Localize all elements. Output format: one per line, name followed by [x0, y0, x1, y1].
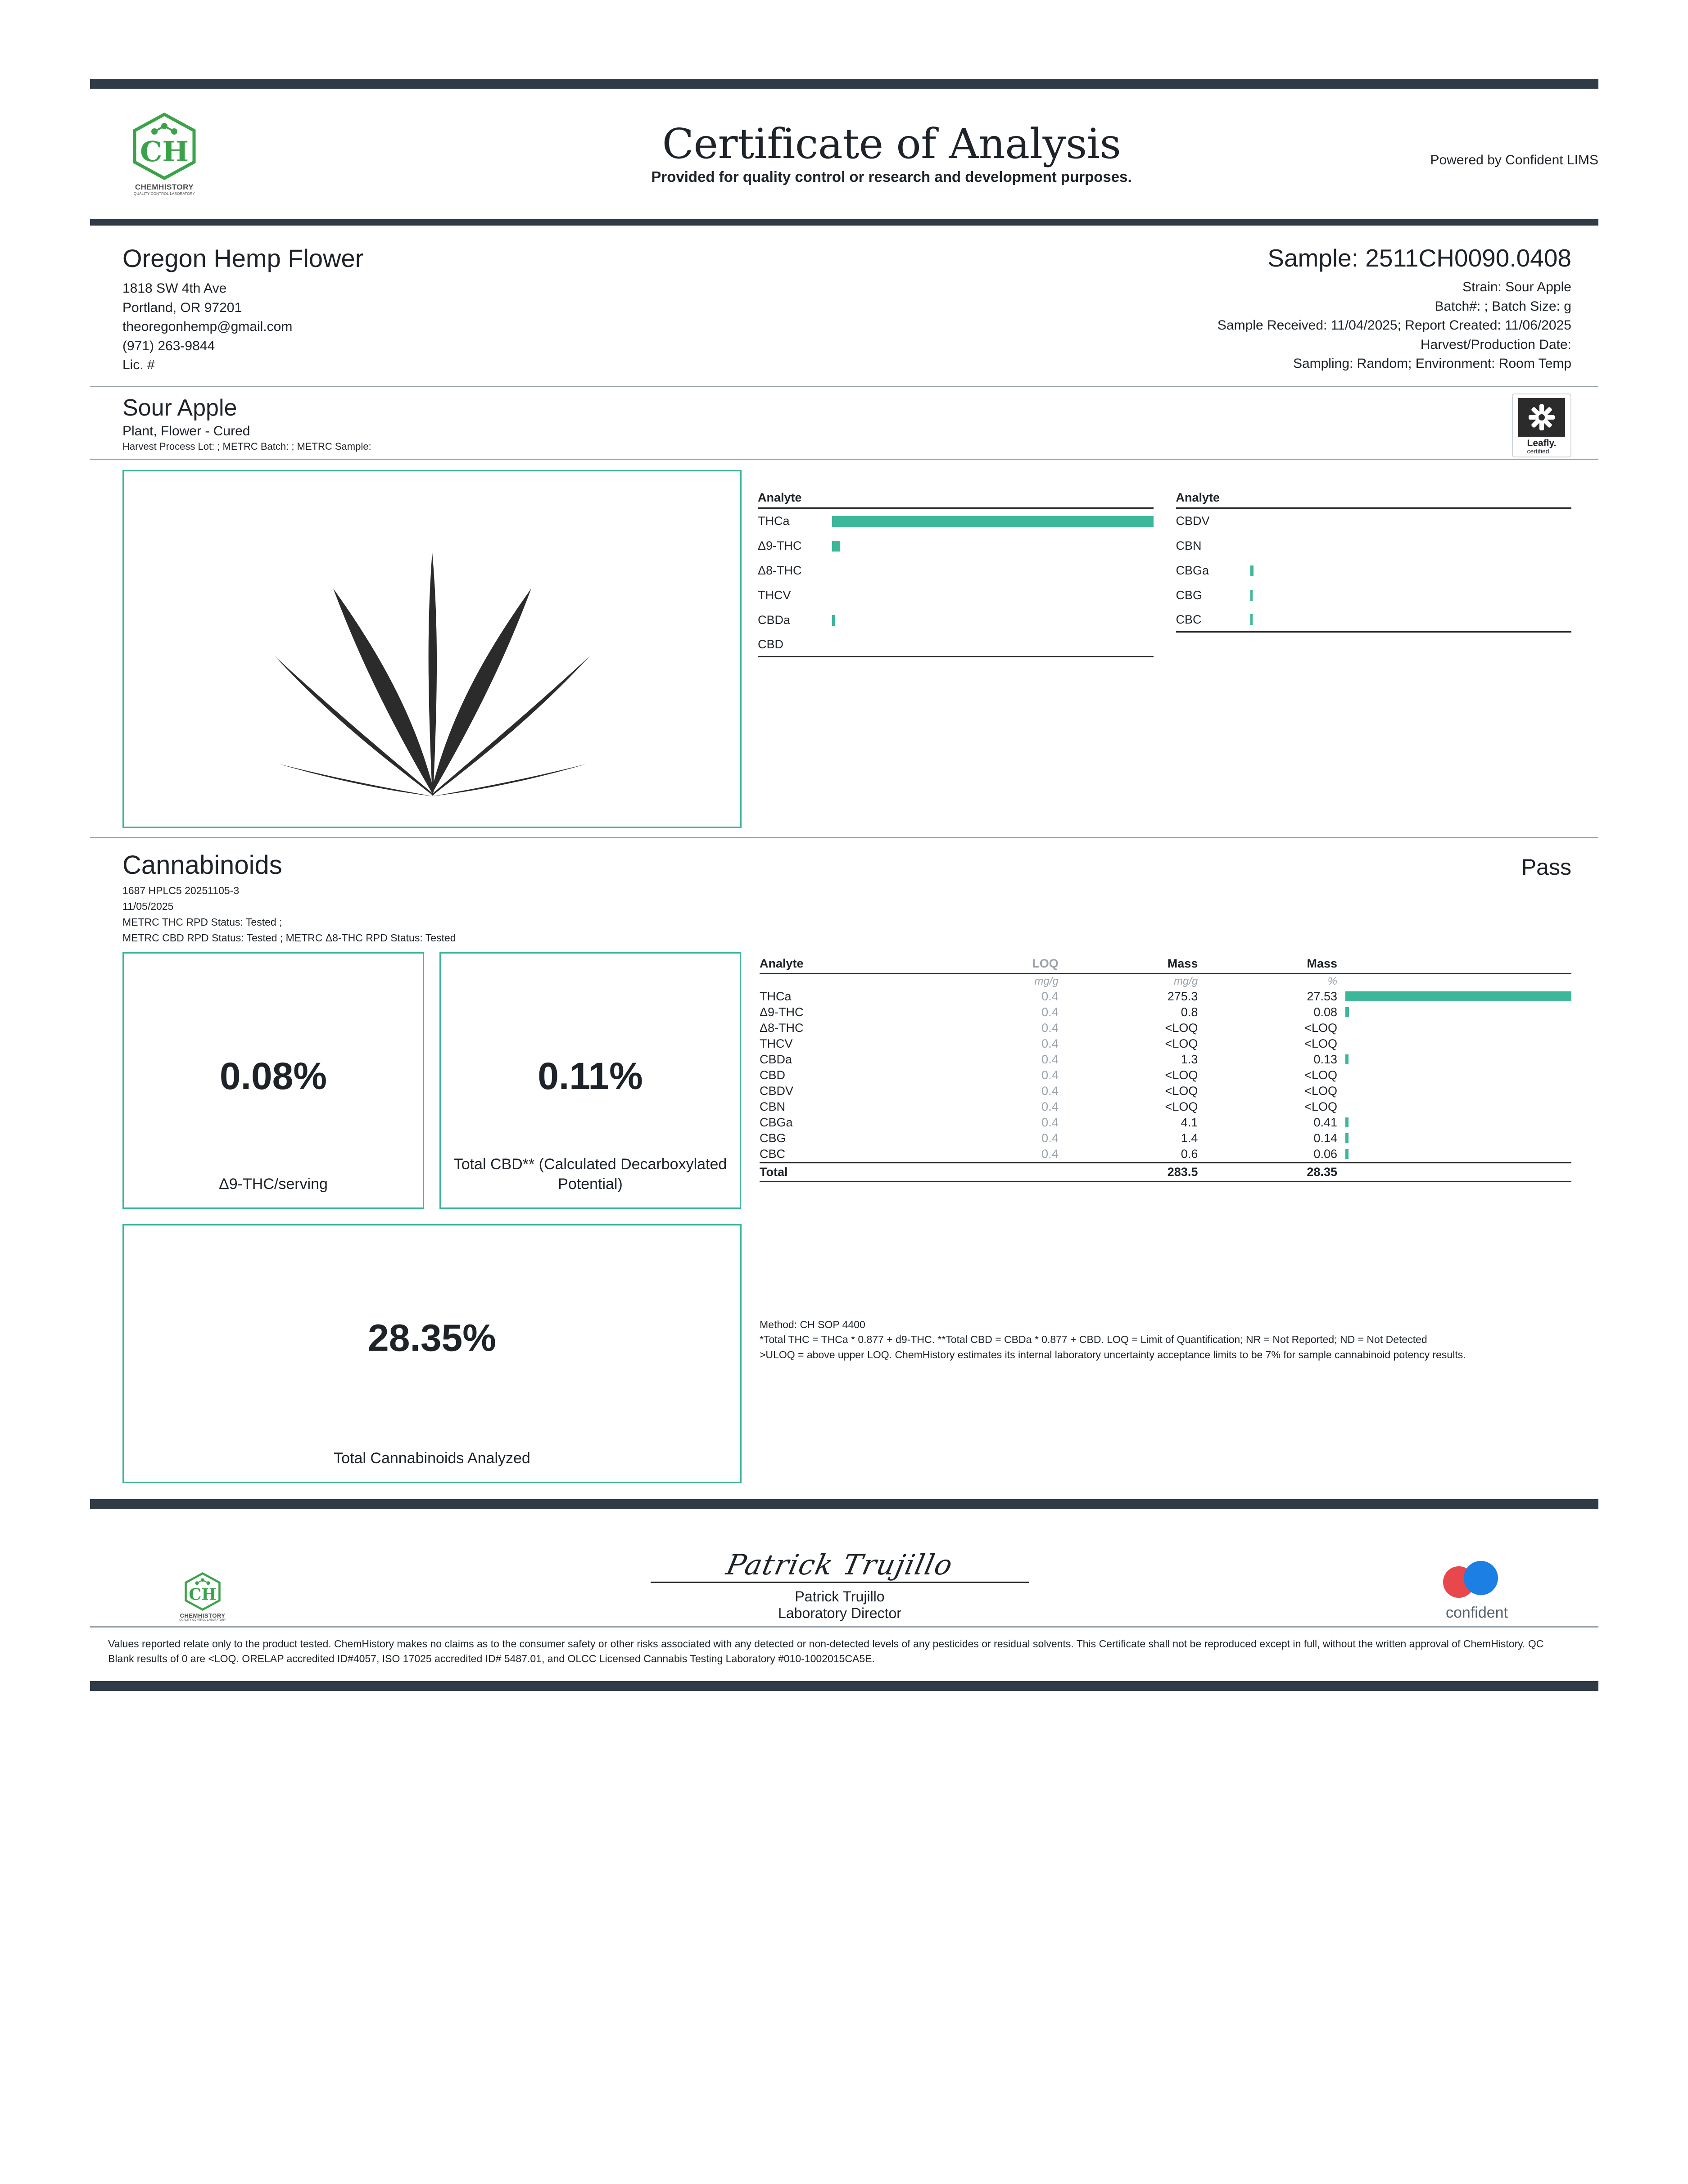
sample-dates: Sample Received: 11/04/2025; Report Created: 11/06/2025 [1217, 318, 1571, 333]
total-bar [1337, 1162, 1571, 1181]
total-loq [946, 1162, 1059, 1181]
mini-row [1176, 509, 1572, 534]
table-row [760, 1004, 1571, 1020]
mini-row [758, 633, 1154, 657]
sample-batch: Batch#: ; Batch Size: g [1435, 298, 1571, 314]
mini-rows-right [1176, 509, 1572, 633]
analyte-results-table-wrap [760, 952, 1571, 1483]
signer-name: Patrick Trujillo [795, 1588, 885, 1605]
cell-analyte: CBD [760, 1068, 786, 1082]
client-address-1: 1818 SW 4th Ave [122, 281, 227, 296]
row-bar [1345, 1133, 1349, 1143]
hexagon-logo-icon-footer [184, 1572, 222, 1611]
cell-analyte: CBC [760, 1147, 786, 1161]
cell-loq: 0.4 [1041, 1131, 1059, 1145]
header-divider [90, 219, 1598, 226]
cell-bar [1337, 1052, 1571, 1067]
mini-row [758, 608, 1154, 633]
cell-loq: 0.4 [1041, 989, 1059, 1003]
mini-row-bar [1250, 565, 1254, 576]
cell-mass-mgg: 4.1 [1181, 1115, 1198, 1129]
row-bar [1345, 1007, 1349, 1017]
table-row [760, 1052, 1571, 1067]
total-cbd-label: Total CBD** (Calculated Decarboxylated Potential) [453, 1155, 727, 1193]
cannabis-leaf-icon [198, 498, 666, 814]
svg-text:CH: CH [189, 1585, 217, 1604]
cell-bar [1337, 1115, 1571, 1130]
cell-loq: 0.4 [1041, 1068, 1059, 1082]
cell-bar [1337, 1020, 1571, 1036]
mini-row-label: THCV [758, 588, 791, 602]
table-header-row [760, 957, 1571, 974]
cannabinoids-meta [90, 880, 1598, 946]
cell-mass-pct: 27.53 [1307, 989, 1337, 1003]
analyte-results-table [760, 957, 1571, 1182]
total-cbd-value: 0.11% [538, 1054, 643, 1097]
col-mass-mgg: Mass [1059, 957, 1198, 974]
cell-loq: 0.4 [1041, 1005, 1059, 1019]
cell-analyte: THCa [760, 989, 792, 1003]
mini-header-label-right: Analyte [1176, 491, 1220, 505]
mini-row-label: CBDa [758, 613, 791, 627]
cell-mass-pct: <LOQ [1304, 1068, 1337, 1082]
mini-row-label: CBD [758, 637, 784, 651]
mini-row-bar-cell [832, 541, 1154, 552]
cell-loq: 0.4 [1041, 1099, 1059, 1113]
client-email: theoregonhemp@gmail.com [122, 319, 293, 335]
sample-photo [122, 470, 742, 828]
cell-analyte: Δ9-THC [760, 1005, 804, 1019]
table-units-row [760, 973, 1571, 989]
table-row [760, 989, 1571, 1004]
leafly-line-1: Leafly. [1527, 438, 1557, 448]
mini-row-label: THCa [758, 514, 790, 528]
cell-analyte: CBDV [760, 1084, 794, 1098]
page-subtitle: Provided for quality control or research and development purposes. [651, 168, 1132, 185]
mini-row-label: CBDV [1176, 514, 1210, 528]
cell-loq: 0.4 [1041, 1036, 1059, 1050]
mini-row [758, 509, 1154, 534]
cell-loq: 0.4 [1041, 1147, 1059, 1161]
chemhistory-logo [90, 113, 239, 196]
leafly-icon [1518, 398, 1565, 437]
cell-bar [1337, 1036, 1571, 1052]
method-line-3: >ULOQ = above upper LOQ. ChemHistory estimates its internal laboratory uncertainty acceptance limits to be 7% for sample cannabinoid potency results. [760, 1348, 1466, 1361]
client-info [90, 244, 874, 375]
cell-loq: 0.4 [1041, 1052, 1059, 1066]
confident-dots-icon [1443, 1558, 1511, 1601]
mini-row-bar-cell [832, 615, 1154, 626]
method-notes [760, 1317, 1571, 1362]
cell-mass-pct: 0.08 [1313, 1005, 1337, 1019]
thc-serving-label: Δ9-THC/serving [219, 1175, 328, 1193]
logo-name: CHEMHISTORY [135, 182, 194, 191]
document-header [90, 89, 1598, 219]
cell-bar [1337, 1004, 1571, 1020]
svg-text:CH: CH [140, 135, 189, 168]
mini-row-bar-cell [1250, 590, 1572, 601]
status-badge: Pass [1521, 855, 1571, 880]
cell-mass-mgg: 1.4 [1181, 1131, 1198, 1145]
cell-analyte: CBDa [760, 1052, 792, 1066]
table-row [760, 1146, 1571, 1163]
table-row [760, 1067, 1571, 1083]
strain-type: Plant, Flower - Cured [122, 424, 250, 439]
row-bar [1345, 1054, 1349, 1064]
strain-band [90, 387, 1598, 459]
cell-mass-pct: 0.41 [1313, 1115, 1337, 1129]
client-phone: (971) 263-9844 [122, 338, 215, 353]
mini-row [758, 534, 1154, 558]
cell-mass-pct: 0.14 [1313, 1131, 1337, 1145]
cell-loq: 0.4 [1041, 1115, 1059, 1129]
strain-lot: Harvest Process Lot: ; METRC Batch: ; METRC Sample: [122, 441, 371, 452]
mini-row-bar-cell [832, 565, 1154, 576]
logo-wordmark [134, 183, 195, 196]
sample-sampling: Sampling: Random; Environment: Room Temp [1293, 356, 1571, 371]
row-bar [1345, 1117, 1349, 1127]
cell-mass-mgg: <LOQ [1165, 1084, 1198, 1098]
cannabinoids-header [90, 838, 1598, 880]
mini-row-label: Δ9-THC [758, 539, 802, 553]
footer-logo-wordmark [179, 1612, 226, 1622]
table-row [760, 1115, 1571, 1130]
analyte-summary-right [1176, 491, 1572, 828]
logo-tagline: QUALITY CONTROL LABORATORY [133, 191, 195, 196]
meta-line-1: 1687 HPLC5 20251105-3 [122, 885, 240, 897]
mini-row-bar-cell [832, 590, 1154, 601]
results-row [90, 946, 1598, 1488]
mini-row [758, 583, 1154, 608]
table-total-row [760, 1162, 1571, 1181]
mini-row-label: CBC [1176, 612, 1202, 626]
client-sample-block [90, 226, 1598, 386]
summary-boxes [122, 952, 742, 1483]
unit-mass-pct: % [1327, 975, 1337, 987]
bottom-divider [90, 1681, 1598, 1691]
mini-row-label: CBG [1176, 588, 1203, 602]
client-address-2: Portland, OR 97201 [122, 300, 242, 315]
total-label: Total [760, 1162, 946, 1181]
signature-block [90, 1509, 1598, 1626]
cell-bar [1337, 1146, 1571, 1163]
cannabinoids-title: Cannabinoids [122, 850, 282, 880]
mini-row-bar-cell [1250, 614, 1572, 625]
mini-rows-left [758, 509, 1154, 657]
signature-image: Patrick Trujillo [723, 1548, 956, 1581]
mini-row-bar-cell [1250, 565, 1572, 576]
table-row [760, 1036, 1571, 1052]
cell-analyte: CBN [760, 1099, 786, 1113]
signature-center [297, 1548, 1382, 1622]
mini-row-bar-cell [1250, 516, 1572, 527]
row-bar [1345, 991, 1571, 1001]
signer-role: Laboratory Director [778, 1605, 901, 1621]
cell-mass-pct: <LOQ [1304, 1021, 1337, 1035]
client-name: Oregon Hemp Flower [122, 244, 364, 272]
cell-bar [1337, 1083, 1571, 1099]
mini-row [758, 558, 1154, 583]
meta-line-2: 11/05/2025 [122, 900, 174, 913]
client-license: Lic. # [122, 357, 155, 373]
analyte-summary-left [758, 491, 1154, 828]
sample-harvest-date: Harvest/Production Date: [1420, 337, 1571, 352]
table-row [760, 1130, 1571, 1146]
coa-sheet [90, 79, 1598, 1691]
powered-by-label: Powered by Confident LIMS [1430, 153, 1598, 167]
mini-row [1176, 534, 1572, 558]
total-mass-pct: 28.35 [1198, 1162, 1337, 1181]
mini-row-bar [832, 541, 840, 552]
mini-row-bar [1250, 614, 1253, 625]
meta-line-3: METRC THC RPD Status: Tested ; [122, 916, 282, 928]
mini-header-label-left: Analyte [758, 491, 802, 505]
cell-loq: 0.4 [1041, 1084, 1059, 1098]
cell-mass-pct: <LOQ [1304, 1099, 1337, 1113]
signature-line [651, 1582, 1029, 1583]
top-divider [90, 79, 1598, 89]
cell-analyte: THCV [760, 1036, 793, 1050]
cell-mass-mgg: 275.3 [1167, 989, 1198, 1003]
mini-table-header-right [1176, 491, 1572, 509]
cell-mass-pct: <LOQ [1304, 1036, 1337, 1050]
method-line-1: Method: CH SOP 4400 [760, 1318, 865, 1330]
total-cannabinoids-box [122, 1224, 742, 1483]
method-line-2: *Total THC = THCa * 0.877 + d9-THC. **Total CBD = CBDa * 0.877 + CBD. LOQ = Limit of Quantification; NR = Not Reported; ND = Not Detected [760, 1334, 1427, 1346]
cell-loq: 0.4 [1041, 1021, 1059, 1035]
cell-bar [1337, 1130, 1571, 1146]
sample-id: Sample: 2511CH0090.0408 [1267, 244, 1571, 272]
cell-mass-mgg: <LOQ [1165, 1036, 1198, 1050]
mini-row-label: CBN [1176, 539, 1202, 553]
sample-strain: Strain: Sour Apple [1462, 280, 1571, 294]
total-mass-mgg: 283.5 [1059, 1162, 1198, 1181]
confident-wordmark: confident [1446, 1604, 1508, 1621]
cell-bar [1337, 1067, 1571, 1083]
cell-mass-pct: 0.13 [1313, 1052, 1337, 1066]
mini-row-bar-cell [1250, 541, 1572, 552]
mini-row [1176, 583, 1572, 608]
mini-row [1176, 558, 1572, 583]
table-row [760, 1099, 1571, 1115]
col-mass-pct: Mass [1198, 957, 1337, 974]
leafly-certified-badge [1512, 393, 1571, 457]
mini-row-bar [832, 516, 1154, 527]
cell-analyte: CBGa [760, 1115, 793, 1129]
hexagon-logo-icon [131, 113, 198, 180]
mini-row-bar-cell [832, 516, 1154, 527]
row-bar [1345, 1149, 1349, 1159]
mini-row [1176, 608, 1572, 633]
cell-mass-mgg: 0.6 [1181, 1147, 1198, 1161]
mini-row-label: Δ8-THC [758, 564, 802, 578]
cell-bar [1337, 989, 1571, 1004]
table-row [760, 1020, 1571, 1036]
sample-info [874, 244, 1598, 375]
confident-logo [1382, 1558, 1571, 1622]
analyte-summary-bars [758, 470, 1571, 828]
cell-mass-pct: 0.06 [1313, 1147, 1337, 1161]
cell-mass-mgg: <LOQ [1165, 1068, 1198, 1082]
cell-bar [1337, 1099, 1571, 1115]
thc-serving-box [122, 952, 424, 1209]
leafly-line-2: certified [1527, 447, 1549, 455]
cell-mass-mgg: <LOQ [1165, 1021, 1198, 1035]
leafly-label [1527, 439, 1557, 454]
footer-logo-name: CHEMHISTORY [180, 1612, 226, 1619]
cell-mass-mgg: 1.3 [1181, 1052, 1198, 1066]
page-title: Certificate of Analysis [662, 119, 1121, 168]
cell-mass-mgg: 0.8 [1181, 1005, 1198, 1019]
cell-mass-mgg: <LOQ [1165, 1099, 1198, 1113]
thc-serving-value: 0.08% [219, 1054, 327, 1097]
col-loq: LOQ [946, 957, 1059, 974]
mini-row-bar [832, 615, 835, 626]
cell-analyte: CBG [760, 1131, 786, 1145]
total-cbd-box [439, 952, 741, 1209]
total-cannabinoids-label: Total Cannabinoids Analyzed [334, 1449, 530, 1467]
footer-divider [90, 1499, 1598, 1509]
mini-row-label: CBGa [1176, 564, 1209, 578]
table-row [760, 1083, 1571, 1099]
sample-image-and-summary [90, 460, 1598, 837]
mini-row-bar-cell [832, 639, 1154, 650]
mini-table-header-left [758, 491, 1154, 509]
disclaimer-text: Values reported relate only to the product tested. ChemHistory makes no claims as to the consumer safety or other risks associated with any detected or non-detected levels of any pesticides or residual solvents. This Certificate shall not be reproduced except in full, without the written approval of ChemHistory. QC Blank results of 0 are <LOQ. ORELAP accredited ID#4057, ISO 17025 accredited ID# 5487.01, and OLCC Licensed Cannabis Testing Laboratory #010-1002015CA5E. [108, 1637, 1544, 1665]
cell-analyte: Δ8-THC [760, 1021, 804, 1035]
footer-logo-tagline: QUALITY CONTROL LABORATORY [179, 1619, 226, 1622]
mini-row-bar [1250, 590, 1253, 601]
cell-mass-pct: <LOQ [1304, 1084, 1337, 1098]
unit-mass-mgg: mg/g [1173, 975, 1198, 987]
unit-loq: mg/g [1034, 975, 1059, 987]
footer-logo [108, 1572, 297, 1622]
col-analyte: Analyte [760, 957, 946, 974]
strain-name: Sour Apple [122, 394, 237, 421]
total-cannabinoids-value: 28.35% [368, 1317, 496, 1360]
meta-line-4: METRC CBD RPD Status: Tested ; METRC Δ8-THC RPD Status: Tested [122, 932, 456, 944]
